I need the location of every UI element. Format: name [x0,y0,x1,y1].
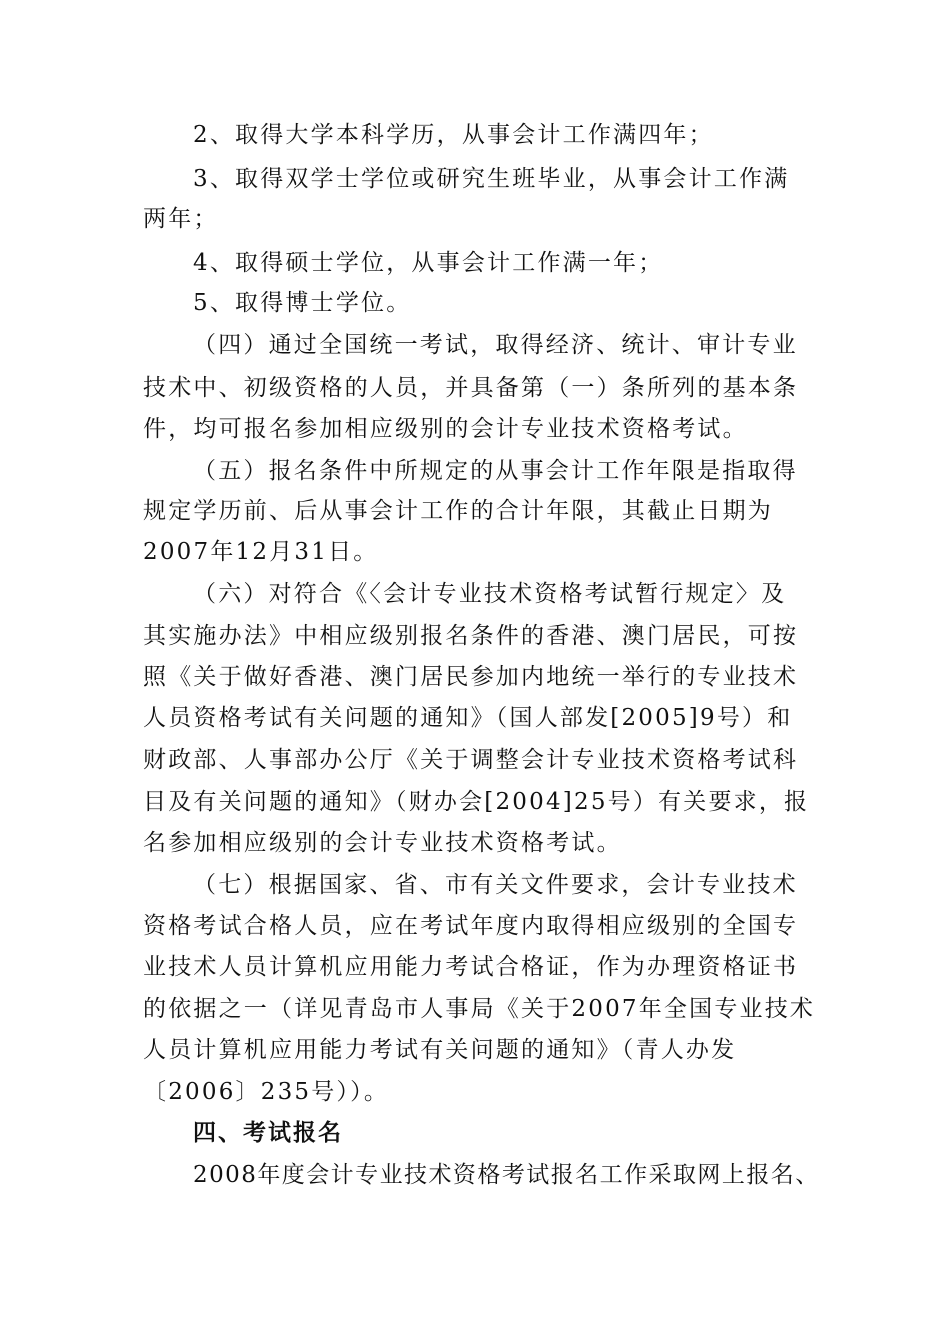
text-line-3: 两年； [143,206,219,232]
section-heading-exam-registration: 四、考试报名 [193,1120,343,1146]
text-line-20: 资格考试合格人员，应在考试年度内取得相应级别的全国专 [143,913,799,939]
text-line-4: 4、取得硕士学位，从事会计工作满一年； [193,250,664,276]
text-line-2: 3、取得双学士学位或研究生班毕业，从事会计工作满 [193,166,790,192]
text-line-10: 规定学历前、后从事会计工作的合计年限，其截止日期为 [143,498,773,524]
text-line-26: 2008年度会计专业技术资格考试报名工作采取网上报名、 [193,1162,820,1188]
text-line-23: 人员计算机应用能力考试有关问题的通知》（青人办发 [143,1037,737,1063]
text-line-13: 其实施办法》中相应级别报名条件的香港、澳门居民，可按 [143,623,799,649]
text-line-22: 的依据之一（详见青岛市人事局《关于2007年全国专业技术 [143,996,816,1022]
text-line-18: 名参加相应级别的会计专业技术资格考试。 [143,830,622,856]
text-line-17: 目及有关问题的通知》（财办会[2004]25号）有关要求，报 [143,789,810,815]
text-line-7: 技术中、初级资格的人员，并具备第（一）条所列的基本条 [143,375,799,401]
text-line-24: 〔2006〕235号））。 [143,1079,390,1105]
text-line-5: 5、取得博士学位。 [193,290,412,316]
text-line-15: 人员资格考试有关问题的通知》（国人部发[2005]9号）和 [143,705,793,731]
text-line-16: 财政部、人事部办公厅《关于调整会计专业技术资格考试科 [143,747,799,773]
text-line-9: （五）报名条件中所规定的从事会计工作年限是指取得 [193,458,798,484]
text-line-1: 2、取得大学本科学历，从事会计工作满四年； [193,122,714,148]
text-line-6: （四）通过全国统一考试，取得经济、统计、审计专业 [193,332,798,358]
text-line-14: 照《关于做好香港、澳门居民参加内地统一举行的专业技术 [143,664,799,690]
text-line-11: 2007年12月31日。 [143,539,379,565]
text-line-21: 业技术人员计算机应用能力考试合格证，作为办理资格证书 [143,954,799,980]
text-line-8: 件，均可报名参加相应级别的会计专业技术资格考试。 [143,416,748,442]
text-line-19: （七）根据国家、省、市有关文件要求，会计专业技术 [193,872,798,898]
text-line-12: （六）对符合《〈会计专业技术资格考试暂行规定〉及 [193,581,787,607]
